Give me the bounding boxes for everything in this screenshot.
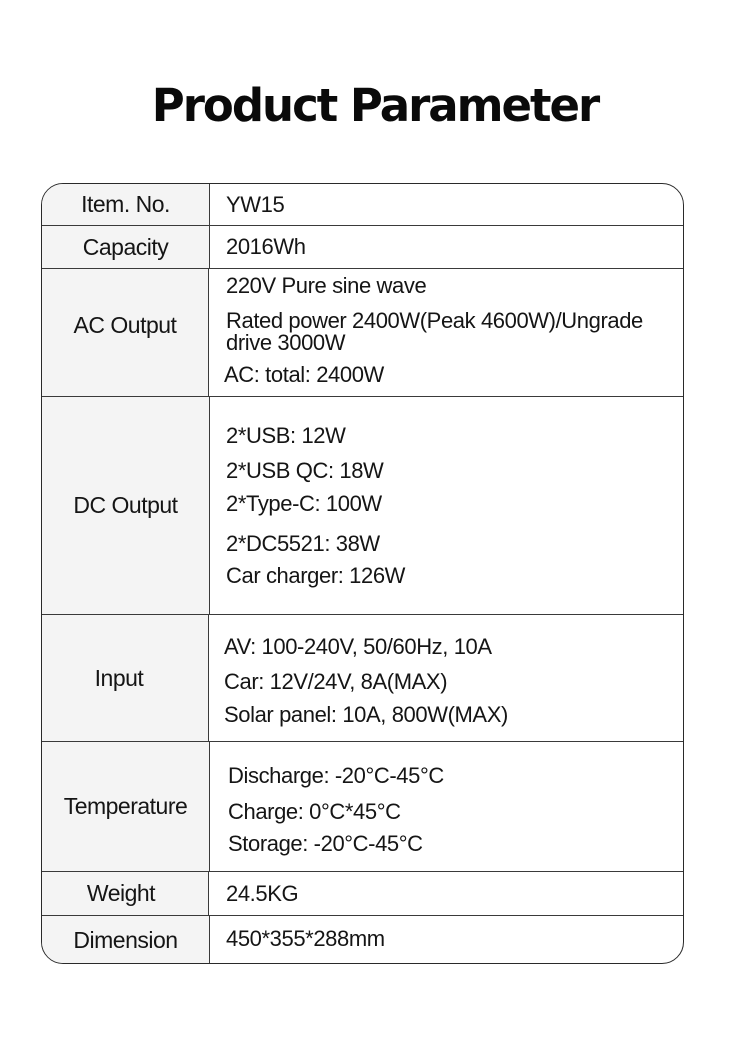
row-label: Input [42,615,209,741]
row-label: Dimension [42,916,210,964]
row-value: Discharge: -20°C-45°C [228,763,444,788]
row-label: Item. No. [42,184,210,225]
table-row-temperature [42,742,683,872]
row-value: 2*DC5521: 38W [226,531,380,556]
spec-table [41,183,684,964]
row-value: Rated power 2400W(Peak 4600W)/Ungrade drive 3000W [226,308,643,355]
row-label: Temperature [42,742,210,871]
table-row-input [42,615,683,742]
row-value: YW15 [226,192,285,217]
row-value-cell [210,226,683,268]
row-label: DC Output [42,397,210,614]
row-label: AC Output [42,269,209,396]
page-title: Product Parameter [151,79,599,132]
table-row-item-no [42,184,683,226]
table-row-dimension [42,916,683,964]
row-value-cell [210,269,683,396]
table-row-weight [42,872,683,916]
row-value-cell [210,615,683,741]
row-value: Car charger: 126W [226,563,406,588]
row-value: 2*Type-C: 100W [226,491,382,516]
row-value: 24.5KG [226,881,299,906]
row-value-cell [210,184,683,225]
row-value: Storage: -20°C-45°C [228,831,423,856]
row-value: AC: total: 2400W [224,362,384,387]
row-value: Charge: 0°C*45°C [228,799,401,824]
row-value: Solar panel: 10A, 800W(MAX) [224,702,508,727]
row-value: 2*USB QC: 18W [226,458,384,483]
table-row-ac-output [42,269,683,397]
table-row-dc-output [42,397,683,615]
row-value-cell [210,872,683,915]
row-value: 220V Pure sine wave [226,273,427,298]
row-value-cell [210,916,683,964]
row-value: AV: 100-240V, 50/60Hz, 10A [224,634,492,659]
row-value-cell [210,742,683,871]
row-value: Car: 12V/24V, 8A(MAX) [224,669,448,694]
table-row-capacity [42,226,683,269]
row-label: Weight [42,872,209,915]
row-label: Capacity [42,226,210,268]
row-value-cell [210,397,683,614]
row-value: 450*355*288mm [226,926,385,951]
row-value: 2*USB: 12W [226,423,346,448]
row-value: 2016Wh [226,234,306,259]
